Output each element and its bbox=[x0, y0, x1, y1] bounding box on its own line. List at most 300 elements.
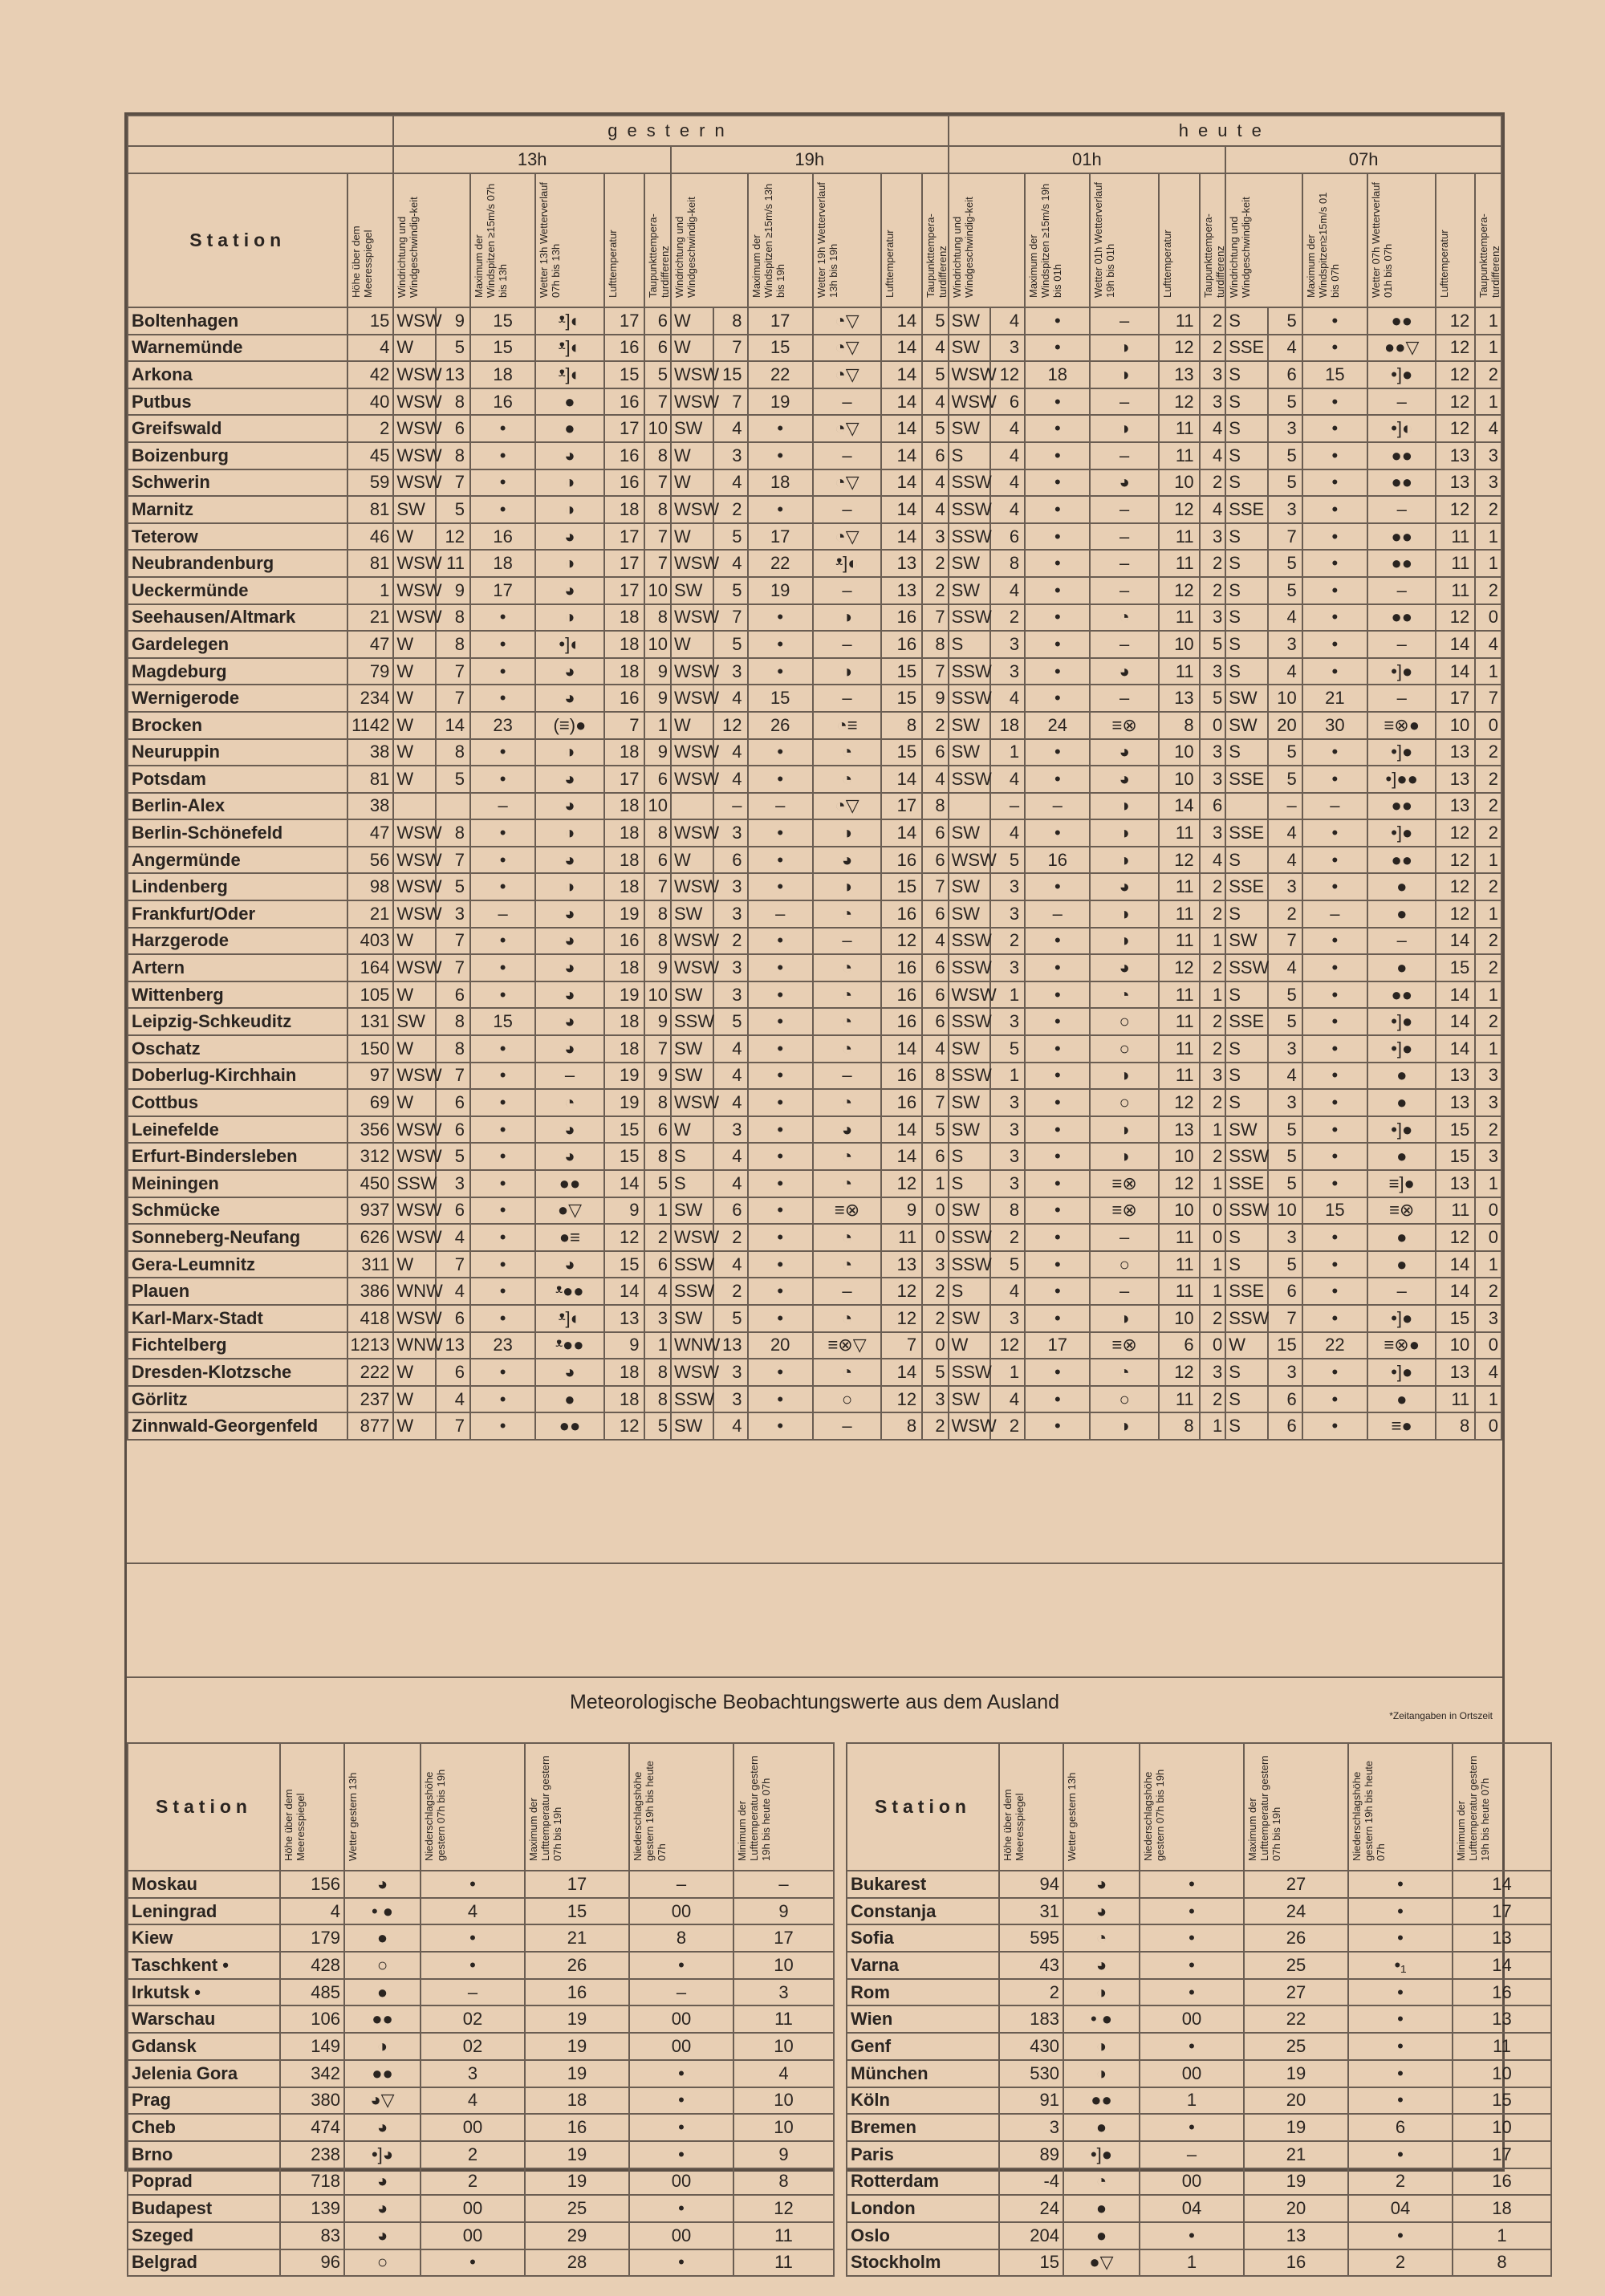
g19-wind-dir: SW bbox=[671, 1063, 713, 1090]
g13-weather: ◕ bbox=[535, 847, 603, 874]
h01-dewpoint-diff: 0 bbox=[1200, 1224, 1226, 1251]
h01-temperature: 10 bbox=[1159, 631, 1200, 658]
foreign-right-station-name: Sofia bbox=[847, 1924, 999, 1952]
g13-temperature: 18 bbox=[604, 739, 645, 766]
h01-temperature: 11 bbox=[1159, 442, 1200, 469]
foreign-right-weather-13h: ◕ bbox=[1063, 1952, 1140, 1979]
station-name: Harzgerode bbox=[128, 928, 347, 955]
g19-dewpoint-diff: 5 bbox=[922, 415, 949, 442]
g13-wind-dir: WSW bbox=[393, 469, 436, 497]
g13-temperature: 17 bbox=[604, 550, 645, 577]
foreign-right-temp-min: 10 bbox=[1453, 2060, 1551, 2087]
g19-temperature: 12 bbox=[881, 1305, 922, 1332]
foreign-right-temp-min: 14 bbox=[1453, 1952, 1551, 1979]
h07-wind-dir: S bbox=[1225, 523, 1268, 551]
foreign-right-station-height: 89 bbox=[999, 2141, 1063, 2168]
h01-weather: – bbox=[1090, 685, 1158, 712]
h07-temperature: 12 bbox=[1436, 335, 1475, 362]
h07-temperature: 14 bbox=[1436, 1251, 1475, 1278]
dew-01-header: Taupunkttempera-turdifferenz bbox=[1201, 213, 1226, 298]
h07-wind-speed: 3 bbox=[1268, 1089, 1302, 1116]
h01-weather: ◕ bbox=[1090, 766, 1158, 793]
station-row bbox=[128, 1332, 1501, 1359]
h01-dewpoint-diff: 4 bbox=[1200, 496, 1226, 523]
h07-temperature: 14 bbox=[1436, 631, 1475, 658]
h07-wind-speed: 6 bbox=[1268, 1278, 1302, 1305]
g19-temperature: 14 bbox=[881, 1359, 922, 1386]
station-height: 234 bbox=[347, 685, 393, 712]
g19-wind-speed: 4 bbox=[713, 1063, 748, 1090]
g19-wind-speed: 5 bbox=[713, 523, 748, 551]
h07-gust-max: • bbox=[1302, 1143, 1367, 1170]
foreign-right-precip-day: 00 bbox=[1140, 2168, 1244, 2196]
foreign-right-weather-13h: ● bbox=[1063, 2114, 1140, 2141]
foreign-right-temp-max: 13 bbox=[1244, 2222, 1348, 2249]
h07-gust-max: • bbox=[1302, 1305, 1367, 1332]
g19-wind-dir: WSW bbox=[671, 496, 713, 523]
foreign-right-precip-day: • bbox=[1140, 1871, 1244, 1898]
h01-wind-speed: 3 bbox=[990, 873, 1025, 900]
g13-gust-max: • bbox=[470, 1197, 535, 1225]
h07-wind-dir: S bbox=[1225, 307, 1268, 335]
station-name: Neubrandenburg bbox=[128, 550, 347, 577]
foreign-right-temp-max: 19 bbox=[1244, 2114, 1348, 2141]
g19-dewpoint-diff: 2 bbox=[922, 550, 949, 577]
g13-weather: ◑ bbox=[535, 819, 603, 847]
foreign-left-temp-min: 11 bbox=[733, 2222, 834, 2249]
h01-dewpoint-diff: 2 bbox=[1200, 577, 1226, 604]
h01-wind-speed: 2 bbox=[990, 928, 1025, 955]
g19-dewpoint-diff: 6 bbox=[922, 1008, 949, 1035]
g19-weather: – bbox=[813, 631, 881, 658]
station-row bbox=[128, 1412, 1501, 1440]
station-height: 450 bbox=[347, 1170, 393, 1197]
h07-temperature: 15 bbox=[1436, 1143, 1475, 1170]
h01-weather: ○ bbox=[1090, 1089, 1158, 1116]
g19-wind-speed: 6 bbox=[713, 847, 748, 874]
foreign-left-precip-day: • bbox=[421, 1871, 525, 1898]
foreign-right-temp-min: 18 bbox=[1453, 2195, 1551, 2222]
foreign-right-temp-min: 17 bbox=[1453, 1898, 1551, 1925]
g19-temperature: 7 bbox=[881, 1332, 922, 1359]
h07-temperature: 11 bbox=[1436, 1197, 1475, 1225]
g19-wind-speed: 13 bbox=[713, 1332, 748, 1359]
foreign-left-station-height: 718 bbox=[280, 2168, 344, 2196]
station-row bbox=[128, 928, 1501, 955]
h07-temperature: 17 bbox=[1436, 685, 1475, 712]
g19-gust-max: • bbox=[748, 658, 813, 685]
h01-wind-speed: 4 bbox=[990, 1278, 1025, 1305]
station-name: Berlin-Alex bbox=[128, 793, 347, 820]
g13-dewpoint-diff: 8 bbox=[644, 1359, 671, 1386]
foreign-right-weather-13h: •]● bbox=[1063, 2141, 1140, 2168]
h01-gust-max: • bbox=[1025, 415, 1090, 442]
h01-temperature: 10 bbox=[1159, 469, 1200, 497]
h01-temperature: 13 bbox=[1159, 685, 1200, 712]
g19-wind-dir: SW bbox=[671, 1412, 713, 1440]
foreign-right-precip-night: 2 bbox=[1348, 2249, 1453, 2277]
h01-wind-speed: 3 bbox=[990, 1305, 1025, 1332]
h01-gust-max: • bbox=[1025, 766, 1090, 793]
h07-weather: ● bbox=[1367, 1224, 1436, 1251]
h01-temperature: 12 bbox=[1159, 1089, 1200, 1116]
h01-wind-speed: 12 bbox=[990, 361, 1025, 388]
foreign-right-precip-day: 04 bbox=[1140, 2195, 1244, 2222]
h01-temperature: 14 bbox=[1159, 793, 1200, 820]
h01-temperature: 10 bbox=[1159, 766, 1200, 793]
temp-13-header: Lufttemperatur bbox=[606, 230, 619, 298]
foreign-right-precip-night: • bbox=[1348, 2060, 1453, 2087]
g13-dewpoint-diff: 5 bbox=[644, 1170, 671, 1197]
foreign-row bbox=[128, 2195, 1551, 2222]
foreign-left-temp-min: 8 bbox=[733, 2168, 834, 2196]
g19-wind-speed: 3 bbox=[713, 442, 748, 469]
h01-weather: ◑ bbox=[1090, 1116, 1158, 1144]
h01-wind-speed: 4 bbox=[990, 307, 1025, 335]
h07-dewpoint-diff: 2 bbox=[1475, 361, 1501, 388]
foreign-left-station-height: 4 bbox=[280, 1898, 344, 1925]
g13-weather: ◑ bbox=[535, 550, 603, 577]
g13-dewpoint-diff: 8 bbox=[644, 928, 671, 955]
foreign-left-precip-day: 00 bbox=[421, 2222, 525, 2249]
foreign-right-station-name: Oslo bbox=[847, 2222, 999, 2249]
g19-weather: – bbox=[813, 928, 881, 955]
g19-wind-dir: SSW bbox=[671, 1278, 713, 1305]
g13-temperature: 15 bbox=[604, 361, 645, 388]
foreign-left-temp-min: 3 bbox=[733, 1979, 834, 2006]
g13-temperature: 16 bbox=[604, 388, 645, 416]
g13-wind-dir: WSW bbox=[393, 388, 436, 416]
h07-weather: •]● bbox=[1367, 819, 1436, 847]
foreign-station-header-right: Station bbox=[847, 1743, 999, 1871]
foreign-right-temp-min: 8 bbox=[1453, 2249, 1551, 2277]
g19-temperature: 14 bbox=[881, 1116, 922, 1144]
g13-weather: ᵜ●● bbox=[535, 1278, 603, 1305]
g19-gust-max: 22 bbox=[748, 550, 813, 577]
h01-wind-speed: 4 bbox=[990, 685, 1025, 712]
h01-dewpoint-diff: 3 bbox=[1200, 604, 1226, 632]
temp-01-header: Lufttemperatur bbox=[1160, 230, 1173, 298]
g13-gust-max: • bbox=[470, 415, 535, 442]
foreign-right-station-name: Rotterdam bbox=[847, 2168, 999, 2196]
g19-dewpoint-diff: 6 bbox=[922, 819, 949, 847]
g19-wind-dir: SW bbox=[671, 1035, 713, 1063]
foreign-left-weather-13h: ◕ bbox=[344, 2222, 421, 2249]
h07-weather: – bbox=[1367, 631, 1436, 658]
h01-dewpoint-diff: 1 bbox=[1200, 1278, 1226, 1305]
g19-wind-speed: 2 bbox=[713, 1278, 748, 1305]
h01-gust-max: • bbox=[1025, 1143, 1090, 1170]
g19-wind-dir: W bbox=[671, 335, 713, 362]
foreign-left-weather-13h: ○ bbox=[344, 2249, 421, 2277]
g13-temperature: 16 bbox=[604, 469, 645, 497]
g19-wind-dir: W bbox=[671, 523, 713, 551]
g13-weather: ◕ bbox=[535, 1251, 603, 1278]
h01-wind-speed: 3 bbox=[990, 1008, 1025, 1035]
h07-temperature: 13 bbox=[1436, 739, 1475, 766]
h01-temperature: 11 bbox=[1159, 307, 1200, 335]
g19-temperature: 12 bbox=[881, 928, 922, 955]
g13-dewpoint-diff: 10 bbox=[644, 793, 671, 820]
g19-weather: ◔ bbox=[813, 1251, 881, 1278]
g19-wind-speed: 4 bbox=[713, 1089, 748, 1116]
foreign-left-weather-13h: ◕ bbox=[344, 2195, 421, 2222]
g19-temperature: 14 bbox=[881, 1143, 922, 1170]
h07-wind-dir: SSW bbox=[1225, 954, 1268, 981]
station-name: Wittenberg bbox=[128, 981, 347, 1009]
g13-gust-max: – bbox=[470, 793, 535, 820]
station-row bbox=[128, 1116, 1501, 1144]
g19-wind-speed: 7 bbox=[713, 335, 748, 362]
g19-gust-max: • bbox=[748, 819, 813, 847]
g19-gust-max: • bbox=[748, 928, 813, 955]
h01-wind-speed: 2 bbox=[990, 1224, 1025, 1251]
h01-wind-dir bbox=[949, 793, 991, 820]
h01-wind-speed: 6 bbox=[990, 388, 1025, 416]
foreign-row bbox=[128, 2168, 1551, 2196]
h07-wind-speed: 6 bbox=[1268, 1386, 1302, 1413]
h07-gust-max: • bbox=[1302, 766, 1367, 793]
foreign-note: *Zeitangaben in Ortszeit bbox=[1389, 1710, 1493, 1721]
h07-gust-max: • bbox=[1302, 604, 1367, 632]
g19-weather: ◔ bbox=[813, 1143, 881, 1170]
foreign-left-precip-night: • bbox=[629, 2114, 733, 2141]
station-row bbox=[128, 981, 1501, 1009]
header-01h: 01h bbox=[949, 146, 1226, 173]
foreign-left-precip-night: • bbox=[629, 2060, 733, 2087]
g19-dewpoint-diff: 7 bbox=[922, 658, 949, 685]
foreign-left-precip-night: • bbox=[629, 2195, 733, 2222]
g19-wind-speed: 4 bbox=[713, 1251, 748, 1278]
foreign-right-temp-min: 11 bbox=[1453, 2033, 1551, 2060]
g13-gust-max: 16 bbox=[470, 388, 535, 416]
h01-dewpoint-diff: 3 bbox=[1200, 766, 1226, 793]
g19-wind-speed: 2 bbox=[713, 1224, 748, 1251]
g19-temperature: 12 bbox=[881, 1170, 922, 1197]
foreign-right-temp-max: 22 bbox=[1244, 2005, 1348, 2033]
h07-dewpoint-diff: 1 bbox=[1475, 388, 1501, 416]
h07-dewpoint-diff: 1 bbox=[1475, 523, 1501, 551]
station-row bbox=[128, 388, 1501, 416]
foreign-left-weather-13h: ◕▽ bbox=[344, 2087, 421, 2115]
g13-weather: ◕ bbox=[535, 981, 603, 1009]
g19-temperature: 14 bbox=[881, 523, 922, 551]
h01-weather: ◕ bbox=[1090, 873, 1158, 900]
g13-temperature: 19 bbox=[604, 900, 645, 928]
h01-wind-speed: 6 bbox=[990, 523, 1025, 551]
g19-temperature: 16 bbox=[881, 847, 922, 874]
g19-wind-dir: WSW bbox=[671, 766, 713, 793]
h07-gust-max: • bbox=[1302, 442, 1367, 469]
g19-gust-max: 20 bbox=[748, 1332, 813, 1359]
foreign-left-station-height: 380 bbox=[280, 2087, 344, 2115]
foreign-right-weather-13h: • ● bbox=[1063, 2005, 1140, 2033]
g13-temperature: 16 bbox=[604, 685, 645, 712]
station-row bbox=[128, 766, 1501, 793]
h07-dewpoint-diff: 3 bbox=[1475, 1089, 1501, 1116]
g19-weather: ◔▽ bbox=[813, 793, 881, 820]
g13-weather: ◕ bbox=[535, 442, 603, 469]
g19-temperature: 12 bbox=[881, 1386, 922, 1413]
g19-gust-max: • bbox=[748, 847, 813, 874]
g19-dewpoint-diff: 4 bbox=[922, 469, 949, 497]
g19-temperature: 9 bbox=[881, 1197, 922, 1225]
foreign-right-precip-day: • bbox=[1140, 2033, 1244, 2060]
g19-weather: ◔▽ bbox=[813, 335, 881, 362]
h07-weather: ● bbox=[1367, 1251, 1436, 1278]
foreign-weather-header-right: Wetter gestern 13h bbox=[1066, 1772, 1078, 1861]
h07-dewpoint-diff: 2 bbox=[1475, 873, 1501, 900]
g13-weather: – bbox=[535, 1063, 603, 1090]
h07-weather: ●● bbox=[1367, 981, 1436, 1009]
g13-wind-dir: W bbox=[393, 981, 436, 1009]
station-height: 79 bbox=[347, 658, 393, 685]
foreign-right-temp-max: 19 bbox=[1244, 2168, 1348, 2196]
h01-dewpoint-diff: 2 bbox=[1200, 1089, 1226, 1116]
h07-wind-dir: SSE bbox=[1225, 766, 1268, 793]
foreign-row bbox=[128, 2005, 1551, 2033]
g19-dewpoint-diff: 4 bbox=[922, 335, 949, 362]
g13-weather: ◕ bbox=[535, 658, 603, 685]
h07-wind-speed: 3 bbox=[1268, 631, 1302, 658]
foreign-left-temp-max: 29 bbox=[525, 2222, 629, 2249]
g13-wind-speed: 4 bbox=[436, 1386, 470, 1413]
h07-wind-dir: S bbox=[1225, 847, 1268, 874]
h07-wind-dir: S bbox=[1225, 1035, 1268, 1063]
g19-wind-dir: SW bbox=[671, 1305, 713, 1332]
h01-gust-max: • bbox=[1025, 577, 1090, 604]
g19-weather: – bbox=[813, 442, 881, 469]
h07-weather: – bbox=[1367, 388, 1436, 416]
g13-temperature: 17 bbox=[604, 523, 645, 551]
g19-weather: ◑ bbox=[813, 658, 881, 685]
g13-gust-max: • bbox=[470, 469, 535, 497]
g13-wind-speed bbox=[436, 793, 470, 820]
g19-wind-dir: WSW bbox=[671, 604, 713, 632]
h01-gust-max: • bbox=[1025, 1305, 1090, 1332]
g19-dewpoint-diff: 3 bbox=[922, 1386, 949, 1413]
g13-temperature: 18 bbox=[604, 1035, 645, 1063]
station-row bbox=[128, 577, 1501, 604]
foreign-min-header-right: Minimum der Lufttemperatur gestern 19h bis heute 07h bbox=[1455, 1755, 1491, 1861]
h01-dewpoint-diff: 2 bbox=[1200, 1143, 1226, 1170]
h01-dewpoint-diff: 2 bbox=[1200, 900, 1226, 928]
foreign-right-temp-max: 27 bbox=[1244, 1871, 1348, 1898]
h01-weather: ◑ bbox=[1090, 900, 1158, 928]
h07-dewpoint-diff: 1 bbox=[1475, 1170, 1501, 1197]
h07-wind-dir: SSW bbox=[1225, 1143, 1268, 1170]
g13-wind-dir: W bbox=[393, 712, 436, 739]
h01-gust-max: • bbox=[1025, 1197, 1090, 1225]
h01-weather: ≡⊗ bbox=[1090, 1197, 1158, 1225]
h07-temperature: 12 bbox=[1436, 873, 1475, 900]
foreign-left-precip-night: 00 bbox=[629, 2168, 733, 2196]
h01-wind-speed: 3 bbox=[990, 631, 1025, 658]
g19-weather: – bbox=[813, 685, 881, 712]
h07-temperature: 10 bbox=[1436, 1332, 1475, 1359]
g13-wind-speed: 3 bbox=[436, 1170, 470, 1197]
foreign-right-weather-13h: ◔ bbox=[1063, 1924, 1140, 1952]
station-height: 45 bbox=[347, 442, 393, 469]
foreign-station-header-left: Station bbox=[128, 1743, 280, 1871]
foreign-left-precip-night: • bbox=[629, 2141, 733, 2168]
h01-wind-dir: SW bbox=[949, 1035, 991, 1063]
g13-wind-dir: WSW bbox=[393, 847, 436, 874]
station-row bbox=[128, 739, 1501, 766]
h07-wind-dir: S bbox=[1225, 1359, 1268, 1386]
h07-weather: – bbox=[1367, 1278, 1436, 1305]
station-name: Ueckermünde bbox=[128, 577, 347, 604]
foreign-right-temp-min: 1 bbox=[1453, 2222, 1551, 2249]
g13-weather: ◕ bbox=[535, 1143, 603, 1170]
station-row bbox=[128, 307, 1501, 335]
h07-gust-max: – bbox=[1302, 900, 1367, 928]
g19-wind-dir: SW bbox=[671, 415, 713, 442]
h01-gust-max: • bbox=[1025, 307, 1090, 335]
g19-wind-speed: 5 bbox=[713, 577, 748, 604]
g19-wind-speed: 2 bbox=[713, 496, 748, 523]
station-height: 164 bbox=[347, 954, 393, 981]
h07-dewpoint-diff: 2 bbox=[1475, 739, 1501, 766]
h07-gust-max: • bbox=[1302, 1170, 1367, 1197]
foreign-left-temp-max: 19 bbox=[525, 2060, 629, 2087]
foreign-weather-header-left: Wetter gestern 13h bbox=[347, 1772, 359, 1861]
g13-weather: ᵜ]◐ bbox=[535, 335, 603, 362]
g19-temperature: 14 bbox=[881, 766, 922, 793]
g13-temperature: 16 bbox=[604, 335, 645, 362]
g19-dewpoint-diff: 6 bbox=[922, 442, 949, 469]
h01-weather: ○ bbox=[1090, 1251, 1158, 1278]
g19-weather: – bbox=[813, 496, 881, 523]
h01-gust-max: • bbox=[1025, 739, 1090, 766]
foreign-right-temp-max: 16 bbox=[1244, 2249, 1348, 2277]
foreign-right-weather-13h: ◑ bbox=[1063, 2060, 1140, 2087]
g13-temperature: 18 bbox=[604, 819, 645, 847]
h07-dewpoint-diff: 0 bbox=[1475, 712, 1501, 739]
foreign-left-temp-min: 12 bbox=[733, 2195, 834, 2222]
dew-07-header: Taupunkttempera-turdifferenz bbox=[1477, 213, 1502, 298]
g19-weather: ◔ bbox=[813, 1224, 881, 1251]
g13-gust-max: • bbox=[470, 981, 535, 1009]
h01-wind-dir: SW bbox=[949, 335, 991, 362]
foreign-right-station-name: Wien bbox=[847, 2005, 999, 2033]
h01-wind-dir: WSW bbox=[949, 981, 991, 1009]
h01-dewpoint-diff: 2 bbox=[1200, 873, 1226, 900]
g19-weather: – bbox=[813, 1063, 881, 1090]
g19-temperature: 16 bbox=[881, 1008, 922, 1035]
h01-dewpoint-diff: 0 bbox=[1200, 712, 1226, 739]
g13-wind-dir: WSW bbox=[393, 1063, 436, 1090]
foreign-right-temp-max: 21 bbox=[1244, 2141, 1348, 2168]
g19-wind-speed: 7 bbox=[713, 388, 748, 416]
foreign-row bbox=[128, 2087, 1551, 2115]
h07-wind-speed: 5 bbox=[1268, 739, 1302, 766]
g19-wind-dir bbox=[671, 793, 713, 820]
foreign-right-temp-max: 24 bbox=[1244, 1898, 1348, 1925]
station-height: 418 bbox=[347, 1305, 393, 1332]
h07-wind-speed: 5 bbox=[1268, 307, 1302, 335]
h07-weather: •]● bbox=[1367, 1035, 1436, 1063]
g19-wind-speed: 4 bbox=[713, 685, 748, 712]
foreign-right-precip-night: • bbox=[1348, 2005, 1453, 2033]
h01-weather: ◑ bbox=[1090, 1143, 1158, 1170]
g13-temperature: 12 bbox=[604, 1224, 645, 1251]
h07-gust-max: • bbox=[1302, 469, 1367, 497]
g19-wind-speed: 5 bbox=[713, 1008, 748, 1035]
h07-weather: ● bbox=[1367, 1386, 1436, 1413]
g13-wind-speed: 8 bbox=[436, 819, 470, 847]
h07-dewpoint-diff: 1 bbox=[1475, 981, 1501, 1009]
